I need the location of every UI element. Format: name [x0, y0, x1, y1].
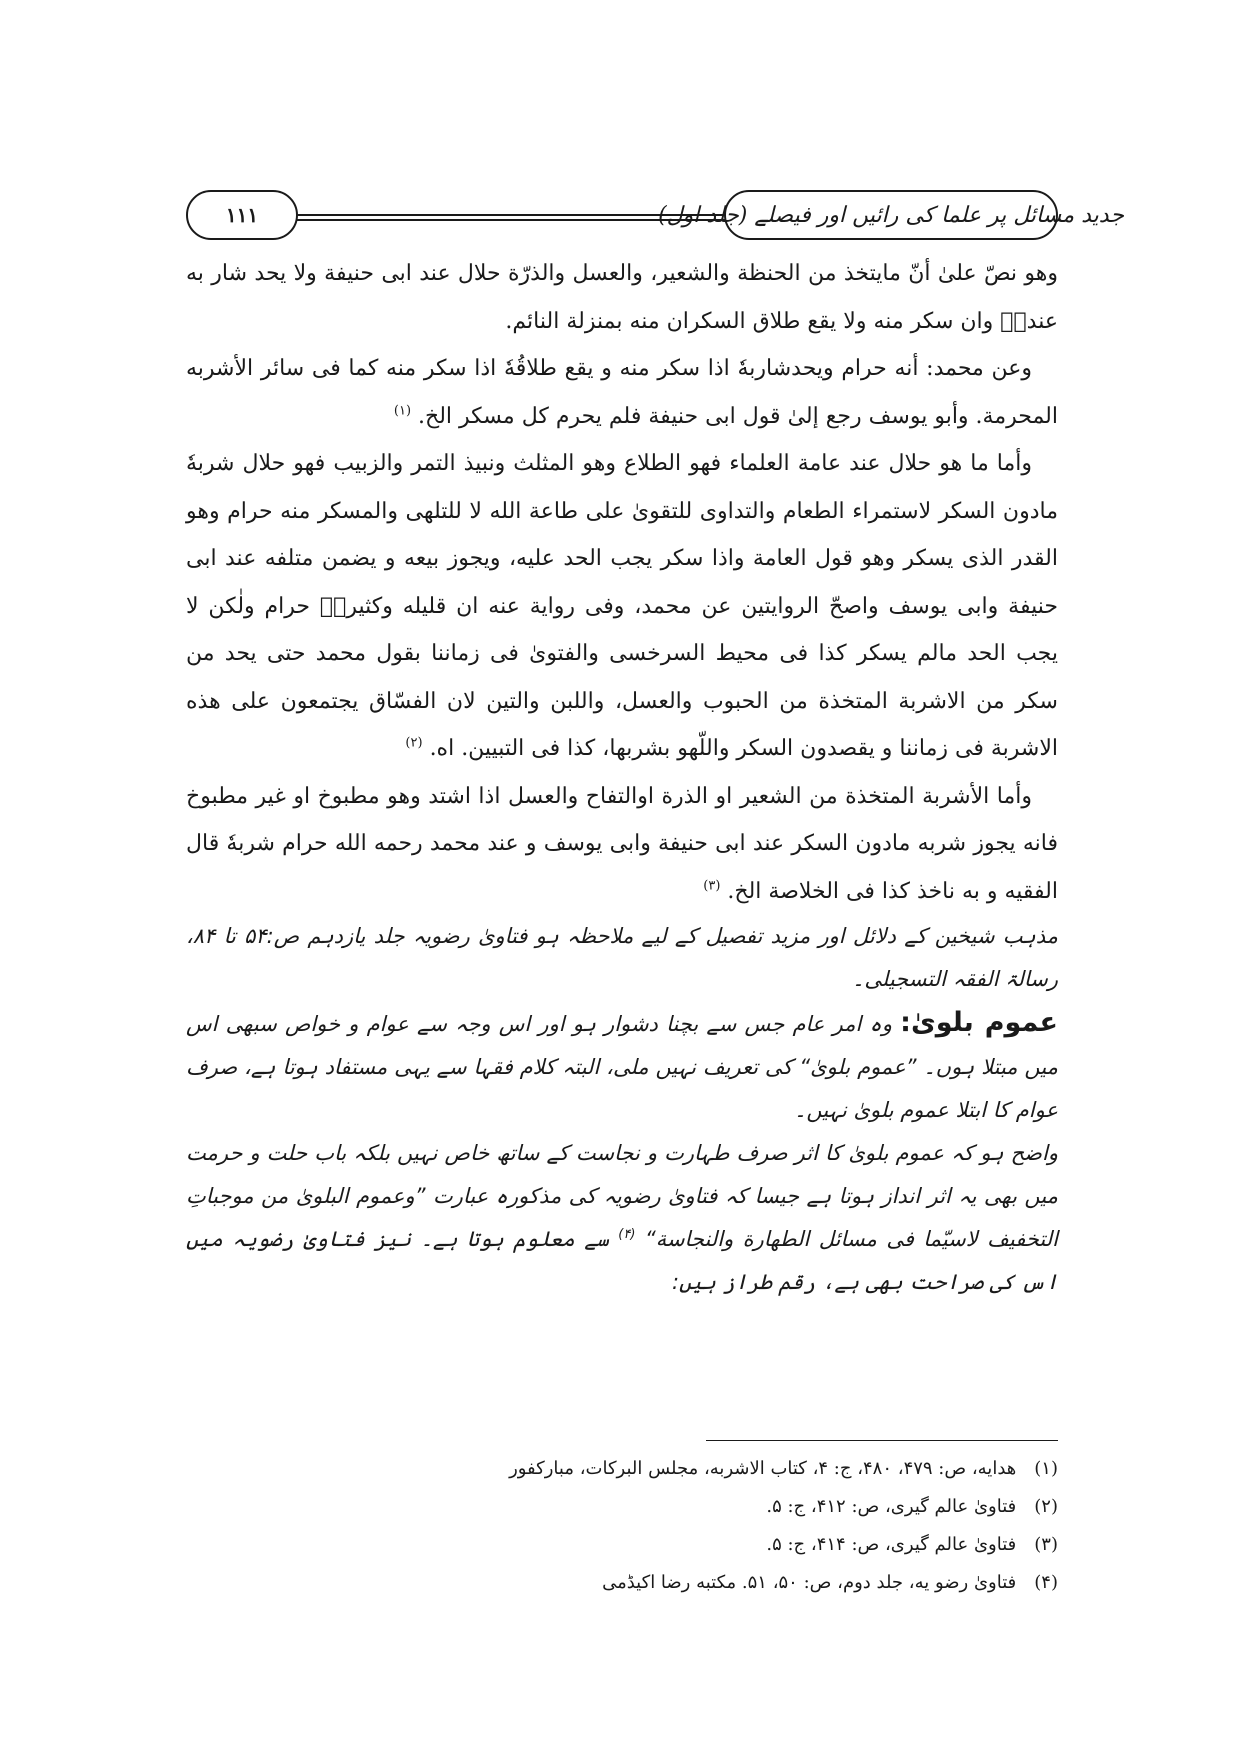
book-title: جدید مسائل پر علما کی رائیں اور فیصلے (جلد اول) [658, 202, 1124, 228]
paragraph-text: وعن محمد: أنه حرام ویحدشاربهٗ اذا سکر منه و یقع طلاقُهٗ اذا سکر منه کما فی سائر الأشربه المحرمة. وأبو یوسف رجع إلیٰ قول ابی حنیفة فلم یحرم کل مسکر الخ. [186, 356, 1058, 429]
footnote-item [186, 1564, 1058, 1602]
footnote-ref[interactable]: (۳) [703, 878, 721, 894]
footnote-number: (۴) [1034, 1572, 1058, 1593]
paragraph-text: وہ امر عام جس سے بچنا دشوار ہو اور اس وجہ سے عوام و خواص سبھی اس میں مبتلا ہوں۔ ”عموم بلویٰ“ کی تعریف نہیں ملی، البتہ کلام فقہا سے یہی مستفاد ہوتا ہے، صرف عوام کا ابتلا عموم بلویٰ نہیں۔ [186, 1012, 1058, 1122]
arabic-paragraph-2 [186, 345, 1058, 440]
footnote-number: (۳) [1034, 1534, 1058, 1555]
paragraph-text: واضح ہو کہ عموم بلویٰ کا اثر صرف طہارت و نجاست کے ساتھ خاص نہیں بلکہ باب حلت و حرمت میں بھی یہ اثر انداز ہوتا ہے جیسا کہ فتاویٰ رضویہ کی مذکورہ عبارت ”وعموم البلویٰ من موجباتِ التخفیف لاسیّما فی مسائل الطهارة والنجاسة“ [186, 1141, 1058, 1251]
footnote-ref[interactable]: (۲) [405, 735, 423, 751]
footnote-number: (۲) [1034, 1496, 1058, 1517]
footnote-text: فتاویٰ رضو یه، جلد دوم، ص: ۵۰، ۵۱. مکتبه رضا اکیڈمی [602, 1572, 1017, 1593]
footnote-item [186, 1450, 1058, 1488]
footnotes [186, 1450, 1058, 1602]
footnote-ref[interactable]: (۴) [618, 1227, 636, 1242]
paragraph-text: مذہب شیخین کے دلائل اور مزید تفصیل کے لیے ملاحظہ ہو فتاویٰ رضویہ جلد یازدہم ص:۵۴ تا ۸۴، رسالۃ الفقہ التسجیلی۔ [186, 924, 1058, 991]
footnote-text: فتاویٰ عالم گیری، ص: ۴۱۴، ج: ۵. [766, 1534, 1017, 1555]
urdu-explanation [186, 1132, 1058, 1304]
footnote-text: هدایه، ص: ۴۷۹، ۴۸۰، ج: ۴، کتاب الاشربه، مجلس البرکات، مبارکفور [509, 1458, 1017, 1479]
arabic-paragraph-4 [186, 773, 1058, 916]
main-text [186, 250, 1058, 1304]
footnote-text: فتاویٰ عالم گیری، ص: ۴۱۲، ج: ۵. [766, 1496, 1017, 1517]
paragraph-text: وأما ما هو حلال عند عامة العلماء فهو الطلاع وهو المثلث ونبیذ التمر والزبیب فهو حلال شربهٗ مادون السکر لاستمراء الطعام والتداوی للتقویٰ علی طاعة الله لا للتلهی والمسکر منه حرام وهو القدر الذی یسکر وهو قول العامة واذا سکر یجب الحد علیه، ویجوز بیعه و یضمن متلفه عند ابی حنیفة وابی یوسف واصحّ الروایتین عن محمد، وفی روایة عنه ان قلیله وکثیرہٗ حرام ولٰکن لا یجب الحد مالم یسکر کذا فی محیط السرخسی والفتویٰ فی زماننا بقول محمد حتی یحد من سکر من الاشربة المتخذة من الحبوب والعسل، واللبن والتین لان الفسّاق یجتمعون علی هذه الاشربة فی زماننا و یقصدون السکر واللّهو بشربها، کذا فی التبیین. اه. [186, 451, 1058, 761]
paragraph-text: وأما الأشربة المتخذة من الشعیر او الذرة اوالتفاح والعسل اذا اشتد وهو مطبوخ او غیر مطبوخ فانه یجوز شربه مادون السکر عند ابی حنیفة وابی یوسف و عند محمد رحمه الله حرام شربهٗ قال الفقیه و به ناخذ کذا فی الخلاصة الخ. [186, 783, 1058, 904]
footnote-separator [706, 1440, 1058, 1441]
defined-term: عموم بلویٰ: [900, 1007, 1058, 1038]
book-title-frame [658, 190, 1124, 240]
paragraph-text: وهو نصّ علیٰ أنّ مایتخذ من الحنظة والشعیر، والعسل والذرّة حلال عند ابی حنیفة ولا یحد شار به عندہٗ وان سکر منه ولا یقع طلاق السکران منه بمنزلة النائم. [186, 261, 1058, 334]
page-number-frame [186, 190, 298, 240]
page-header [186, 188, 1124, 240]
footnote-ref[interactable]: (۱) [393, 403, 412, 419]
paragraph-text: سے معلوم ہوتا ہے۔ نیز فتاویٰ رضویہ میں اس کی صراحت بھی ہے، رقم طراز ہیں: [186, 1227, 1058, 1294]
page-number: ۱۱۱ [225, 203, 259, 227]
arabic-paragraph-3 [186, 440, 1058, 773]
urdu-definition [186, 1001, 1058, 1132]
arabic-paragraph-1 [186, 250, 1058, 345]
footnote-number: (۱) [1034, 1458, 1058, 1479]
footnote-item [186, 1526, 1058, 1564]
footnote-item [186, 1488, 1058, 1526]
urdu-note-shaykhain [186, 915, 1058, 1001]
